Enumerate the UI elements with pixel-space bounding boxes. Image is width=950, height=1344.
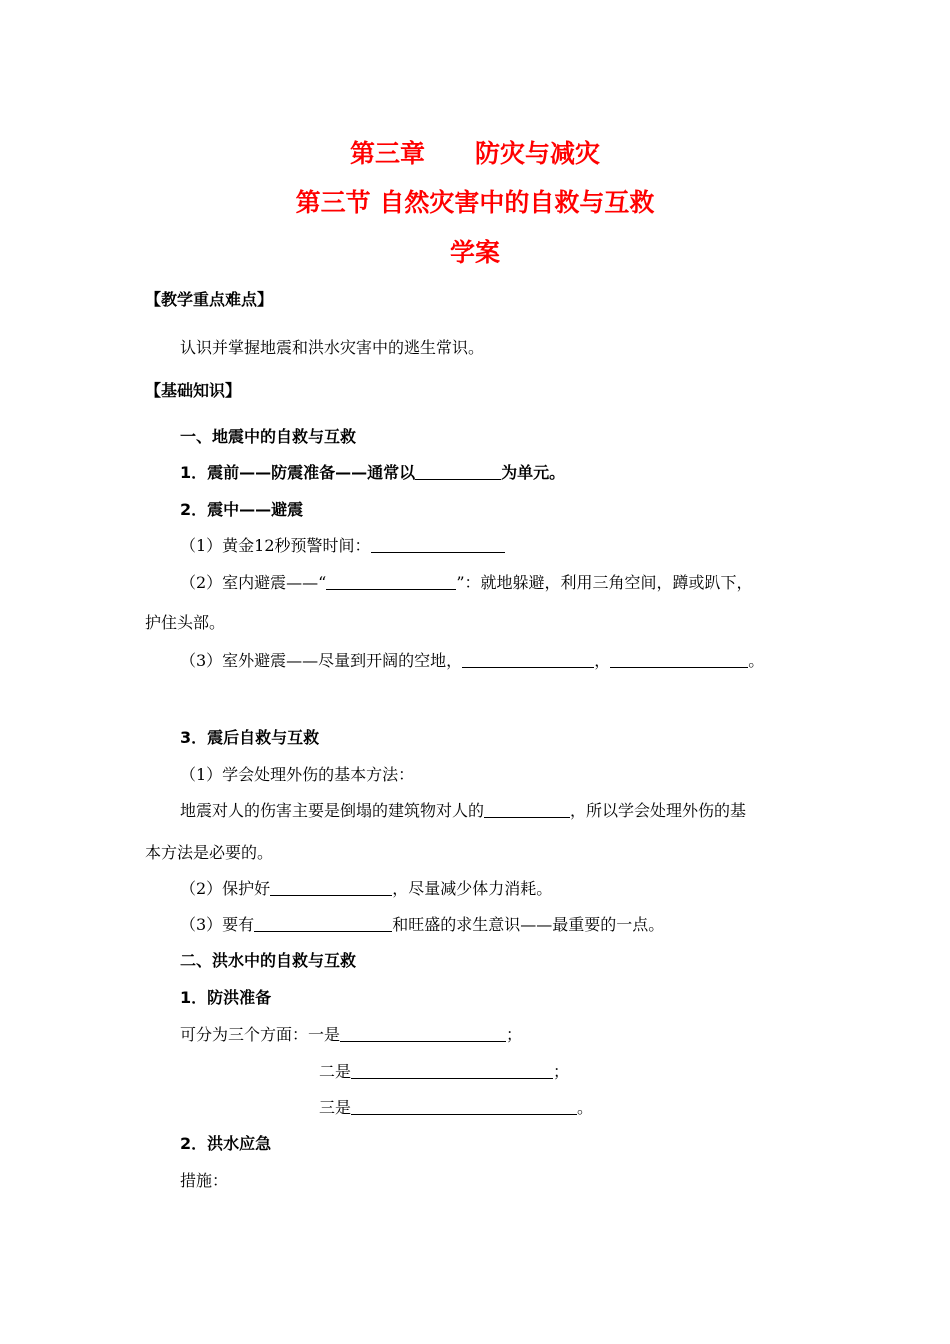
blank-warning-time[interactable] [371, 536, 505, 553]
blank-outdoor-1[interactable] [462, 651, 594, 668]
item3-1-line: （1）学会处理外伤的基本方法： [180, 765, 415, 784]
item3-heading: 3．震后自救与互救 [180, 728, 320, 747]
item2-3-period: 。 [748, 651, 765, 670]
basics-heading: 【基础知识】 [145, 381, 242, 400]
item3-3-prefix: （3）要有 [180, 915, 255, 934]
item1-suffix: 为单元。 [501, 463, 566, 482]
item3-3-suffix: 和旺盛的求生意识——最重要的一点。 [392, 915, 665, 934]
blank-protect[interactable] [270, 879, 392, 896]
blank-unit[interactable] [415, 463, 501, 480]
item1-prefix: 1．震前——防震准备——通常以 [180, 463, 416, 482]
flood-prep-line-3 [319, 1098, 593, 1118]
flood-prep-line-2 [319, 1062, 569, 1082]
flood-emergency-heading: 2．洪水应急 [180, 1134, 272, 1153]
key-points-text: 认识并掌握地震和洪水灾害中的逃生常识。 [180, 338, 485, 357]
flood-prep-semicolon-2: ； [553, 1062, 570, 1081]
item2-3-prefix: （3）室外避震——尽量到开阔的空地， [180, 651, 463, 670]
blank-outdoor-2[interactable] [610, 651, 748, 668]
flood-prep-line-1 [180, 1025, 522, 1045]
chapter-title: 第三章 防灾与减灾 [349, 139, 600, 168]
item2-2-suffix: ”：就地躲避，利用三角空间，蹲或趴下， [456, 573, 753, 592]
item2-3-line [180, 651, 764, 671]
blank-flood-1[interactable] [340, 1025, 506, 1042]
blank-flood-2[interactable] [351, 1062, 553, 1079]
measures-label: 措施： [180, 1171, 229, 1190]
blank-indoor[interactable] [326, 573, 456, 590]
item3-3-line [180, 915, 664, 935]
item3-1-text-suffix: ，所以学会处理外伤的基 [570, 801, 747, 820]
blank-flood-3[interactable] [351, 1098, 577, 1115]
item2-2-line [180, 573, 753, 593]
item2-3-comma: ， [594, 651, 611, 670]
blank-must-have[interactable] [254, 915, 392, 932]
blank-injury[interactable] [484, 801, 570, 818]
item3-1-text-line [180, 801, 746, 821]
flood-prep-period: 。 [577, 1098, 594, 1117]
item3-2-suffix: ，尽量减少体力消耗。 [392, 879, 553, 898]
item2-1-line [180, 536, 505, 556]
item2-2-continued: 护住头部。 [145, 613, 226, 632]
item3-2-prefix: （2）保护好 [180, 879, 271, 898]
item2-2-prefix: （2）室内避震——“ [180, 573, 327, 592]
flood-prep-second: 二是 [319, 1062, 352, 1081]
flood-prep-heading: 1．防洪准备 [180, 988, 272, 1007]
flood-prep-semicolon-1: ； [506, 1025, 523, 1044]
flood-prep-intro: 可分为三个方面：一是 [180, 1025, 341, 1044]
item1-line [180, 463, 565, 483]
part2-heading: 二、洪水中的自救与互救 [180, 951, 357, 970]
item2-1-text: （1）黄金12秒预警时间： [180, 536, 371, 555]
section-title: 第三节 自然灾害中的自救与互救 [295, 188, 655, 217]
flood-prep-third: 三是 [319, 1098, 352, 1117]
key-points-heading: 【教学重点难点】 [145, 290, 274, 309]
item3-2-line [180, 879, 552, 899]
item2-heading: 2．震中——避震 [180, 500, 304, 519]
part1-heading: 一、地震中的自救与互救 [180, 427, 357, 446]
doc-type-title: 学案 [449, 238, 500, 267]
item3-1-continued: 本方法是必要的。 [145, 843, 274, 862]
item3-1-text-prefix: 地震对人的伤害主要是倒塌的建筑物对人的 [180, 801, 485, 820]
